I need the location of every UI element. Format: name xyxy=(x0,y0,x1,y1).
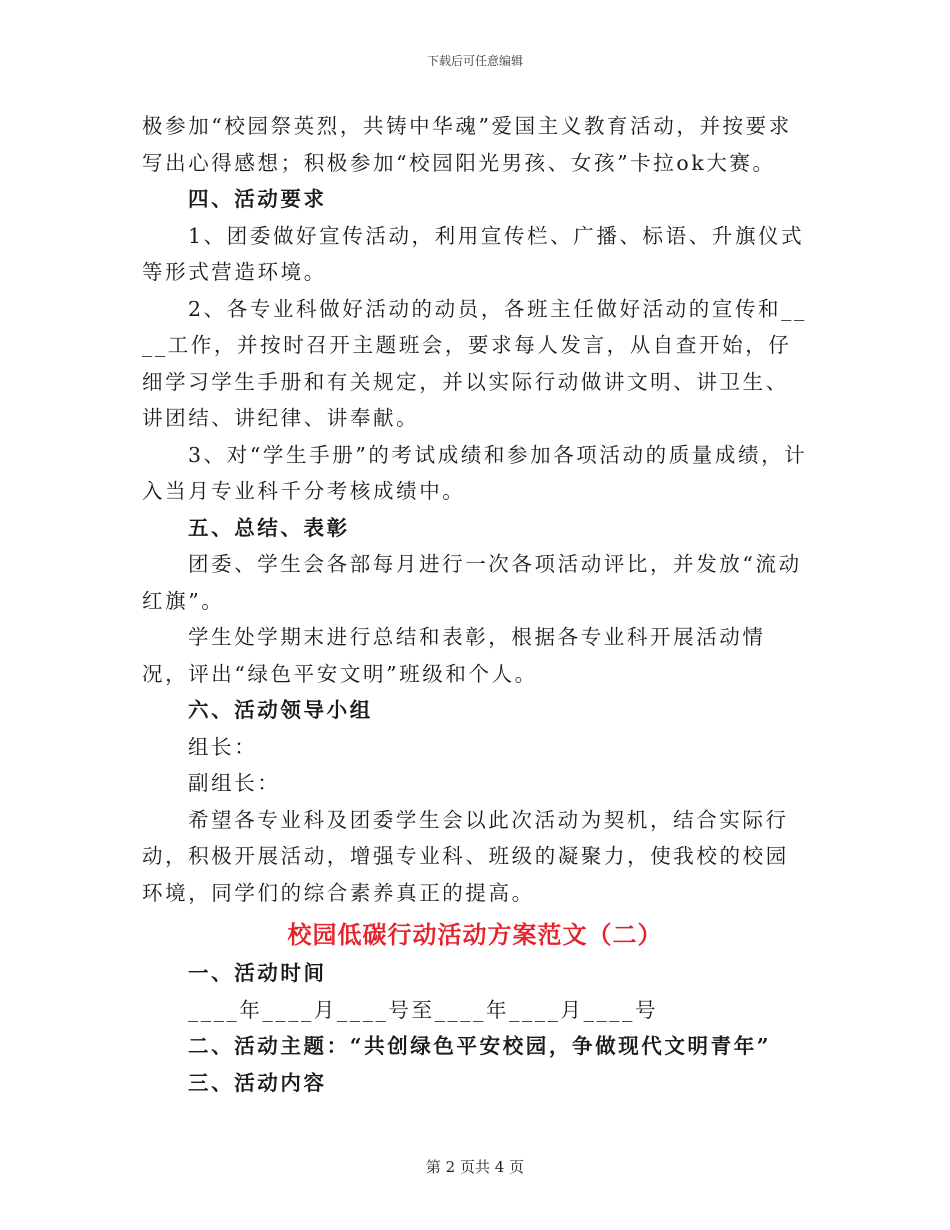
deputy-leader-line: 副组长： xyxy=(188,771,281,795)
section-title: 校园低碳行动活动方案范文（二） xyxy=(287,920,663,949)
requirement-item-1: 1、团委做好宣传活动，利用宣传栏、广播、标语、升旗仪式等形式营造环境。 xyxy=(142,223,805,284)
group-leader-line: 组长： xyxy=(188,734,258,759)
requirement-item-2: 2、各专业科做好活动的动员，各班主任做好活动的宣传和____工作，并按时召开主题班会，要求每人发言，从自查开始，仔细学习学生手册和有关规定，并以实际行动做讲文明、讲卫生、讲团结、讲纪律、讲奉献。 xyxy=(142,296,807,430)
heading-activity-requirements: 四、活动要求 xyxy=(188,187,327,211)
page-header: 下载后可任意编辑 xyxy=(426,54,523,68)
heading-activity-content: 三、活动内容 xyxy=(188,1070,327,1095)
heading-leadership-group: 六、活动领导小组 xyxy=(188,698,373,722)
paragraph-term-summary: 学生处学期末进行总结和表彰，根据各专业科开展活动情况，评出“绿色平安文明”班级和个人。 xyxy=(142,625,766,686)
heading-activity-theme: 二、活动主题：“共创绿色平安校园，争做现代文明青年” xyxy=(188,1034,772,1058)
heading-summary-commendation: 五、总结、表彰 xyxy=(188,515,350,540)
closing-paragraph: 希望各专业科及团委学生会以此次活动为契机，结合实际行动，积极开展活动，增强专业科、班级的凝聚力，使我校的校园环境，同学们的综合素养真正的提高。 xyxy=(142,807,789,905)
heading-activity-time: 一、活动时间 xyxy=(188,961,327,985)
document-body xyxy=(142,108,808,1101)
paragraph-monthly-review: 团委、学生会各部每月进行一次各项活动评比，并发放“流动红旗”。 xyxy=(142,552,802,613)
requirement-item-3: 3、对“学生手册”的考试成绩和参加各项活动的质量成绩，计入当月专业科千分考核成绩中。 xyxy=(142,442,808,503)
page-footer: 第 2 页共 4 页 xyxy=(425,1158,525,1176)
paragraph-continuation: 极参加“校园祭英烈，共铸中华魂”爱国主义教育活动，并按要求写出心得感想；积极参加“校园阳光男孩、女孩”卡拉ok大赛。 xyxy=(142,114,792,175)
activity-date-line: ____年____月____号至____年____月____号 xyxy=(188,997,659,1022)
